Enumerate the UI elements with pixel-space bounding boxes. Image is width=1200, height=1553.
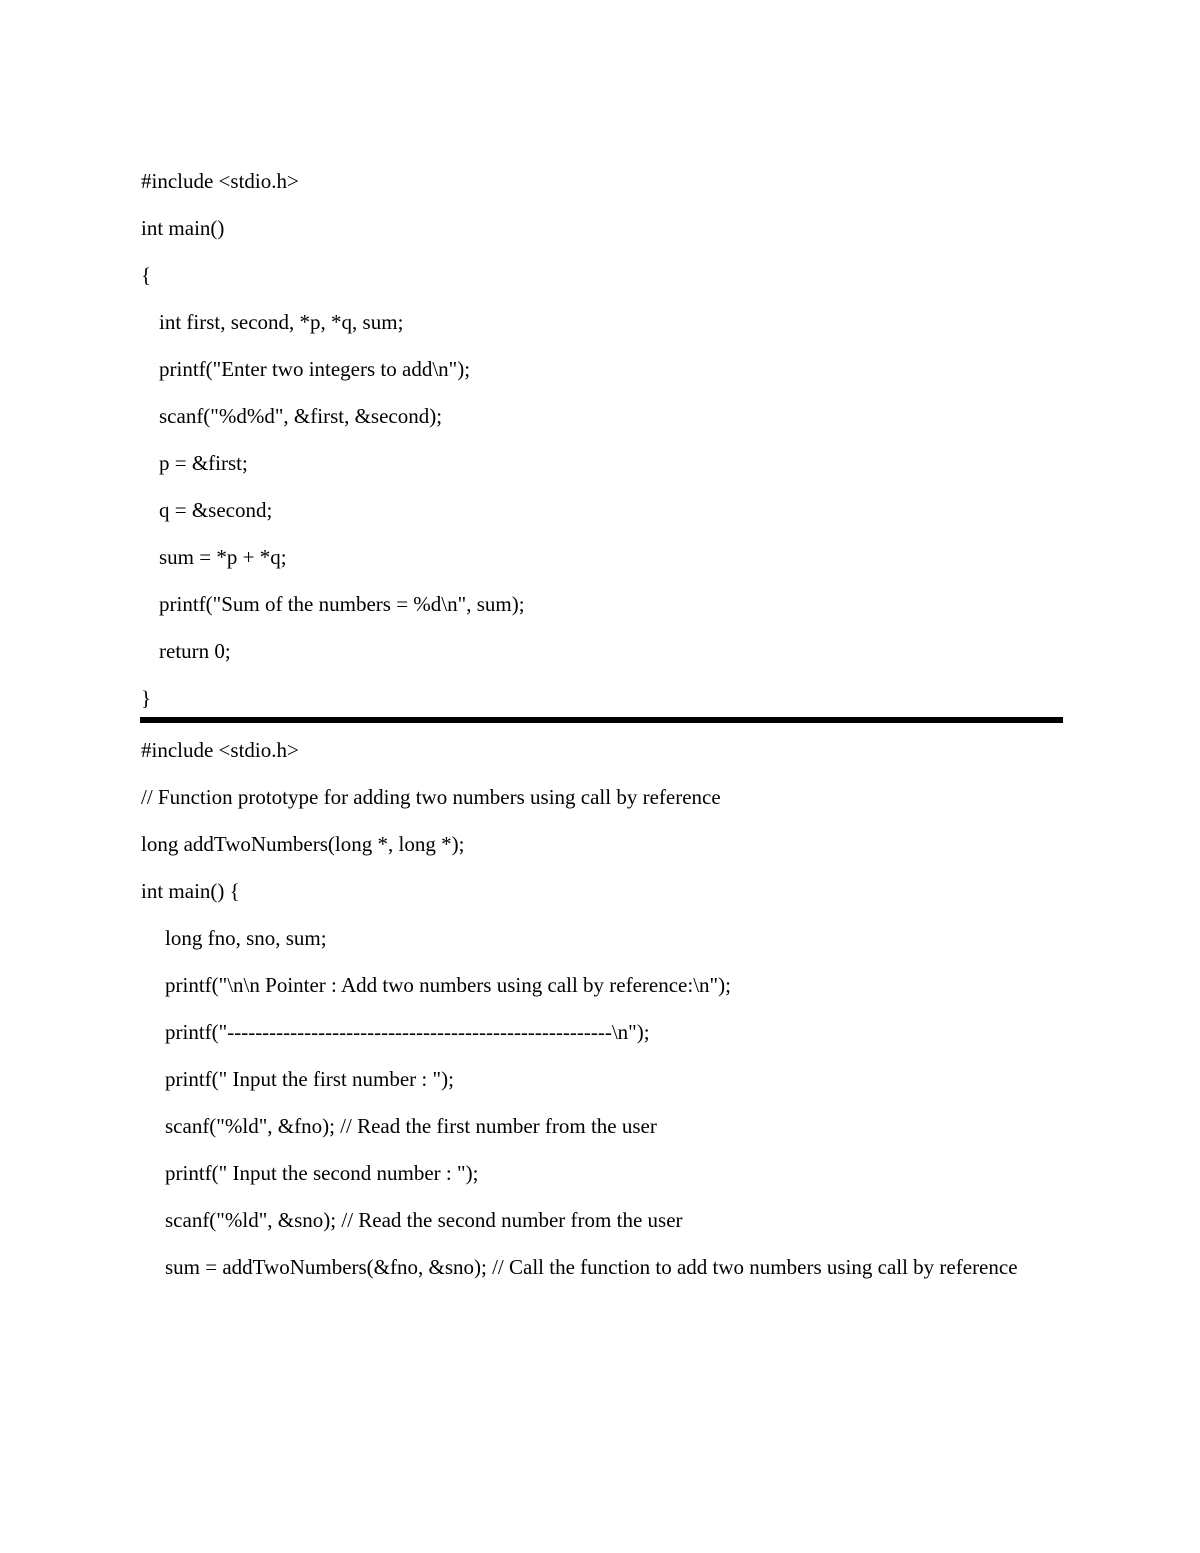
code-line: scanf("%ld", &fno); // Read the first number from the user bbox=[165, 1114, 657, 1138]
code-line: printf("Enter two integers to add\n"); bbox=[159, 357, 471, 381]
code-block-call-by-reference bbox=[141, 727, 1041, 1283]
code-line: printf("Sum of the numbers = %d\n", sum); bbox=[159, 592, 525, 616]
code-line: // Function prototype for adding two numbers using call by reference bbox=[141, 785, 721, 809]
code-line: p = &first; bbox=[159, 451, 248, 475]
code-line: q = &second; bbox=[159, 498, 273, 522]
code-line: long fno, sno, sum; bbox=[165, 926, 327, 950]
code-line: sum = *p + *q; bbox=[159, 545, 287, 569]
code-line: int main() bbox=[141, 216, 225, 240]
code-line: int main() { bbox=[141, 879, 240, 903]
code-line: #include <stdio.h> bbox=[141, 169, 299, 193]
code-line: return 0; bbox=[159, 639, 231, 663]
code-line: sum = addTwoNumbers(&fno, &sno); // Call the function to add two numbers using call by reference bbox=[165, 1255, 1018, 1279]
code-line: int first, second, *p, *q, sum; bbox=[159, 310, 404, 334]
code-block-addition-pointers bbox=[141, 158, 1041, 722]
code-line: #include <stdio.h> bbox=[141, 738, 299, 762]
code-line: printf(" Input the first number : "); bbox=[165, 1067, 454, 1091]
code-line: printf(" Input the second number : "); bbox=[165, 1161, 479, 1185]
code-line: scanf("%d%d", &first, &second); bbox=[159, 404, 443, 428]
code-line: scanf("%ld", &sno); // Read the second number from the user bbox=[165, 1208, 683, 1232]
code-line: long addTwoNumbers(long *, long *); bbox=[141, 832, 465, 856]
code-line: printf("\n\n Pointer : Add two numbers using call by reference:\n"); bbox=[165, 973, 731, 997]
code-line: { bbox=[141, 263, 152, 287]
code-line: } bbox=[141, 686, 152, 710]
section-divider bbox=[140, 717, 1063, 723]
code-line: printf("-------------------------------------------------------\n"); bbox=[165, 1020, 650, 1044]
